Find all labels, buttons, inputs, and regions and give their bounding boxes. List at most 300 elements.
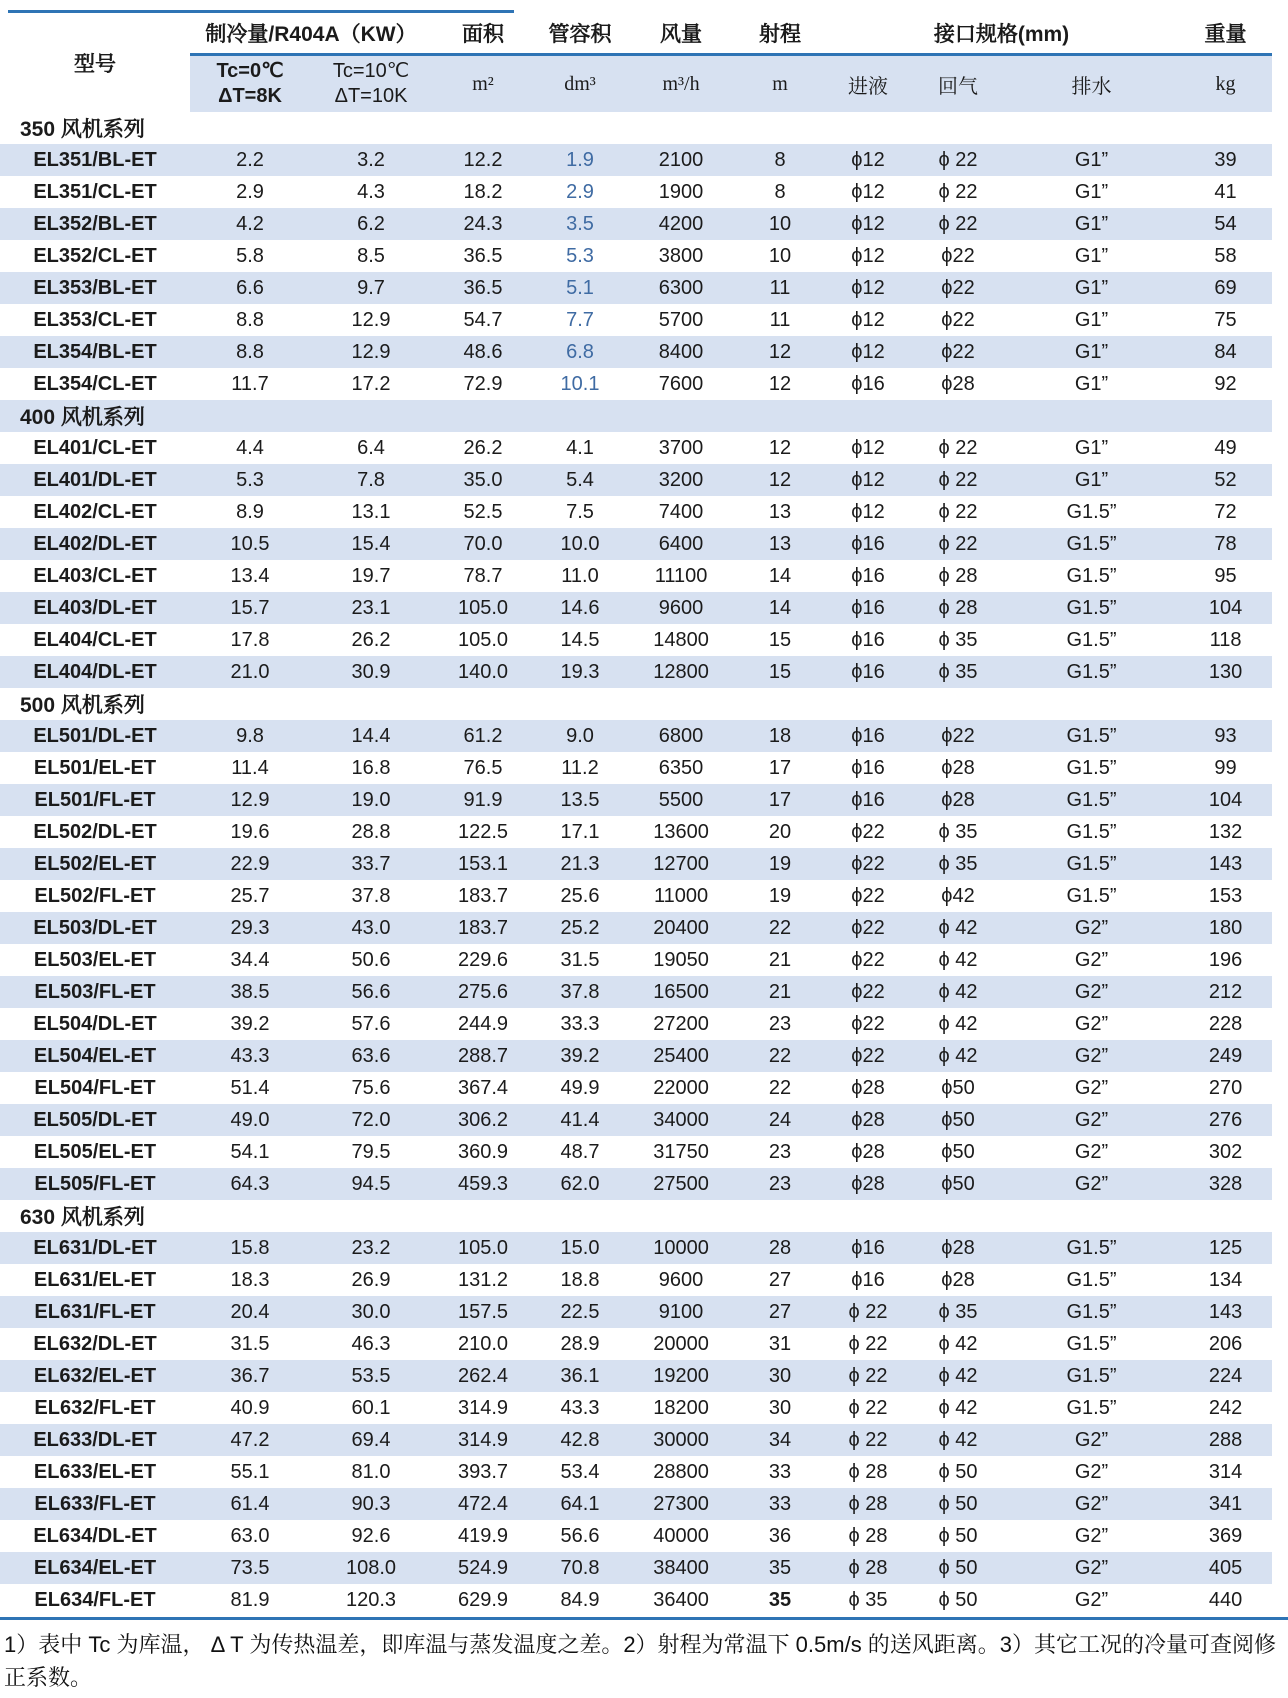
cell-model: EL632/FL-ET: [34, 1396, 156, 1419]
cell-tube-volume: 13.5: [560, 788, 600, 811]
table-row: [0, 1424, 1272, 1456]
cell-liquid-inlet: ϕ12: [851, 212, 885, 235]
cell-drain: G2”: [1074, 1460, 1109, 1483]
cell-drain: G1.5”: [1066, 852, 1117, 875]
table-row: [0, 976, 1272, 1008]
cell-throw: 30: [768, 1396, 792, 1419]
cell-drain: G2”: [1074, 1140, 1109, 1163]
cell-tube-volume: 14.5: [560, 628, 600, 651]
cell-capacity-tc0: 15.7: [230, 596, 270, 619]
cell-capacity-tc0: 11.4: [231, 756, 269, 779]
cell-throw: 8: [774, 180, 786, 203]
cell-throw: 30: [768, 1364, 792, 1387]
cell-capacity-tc0: 4.4: [236, 436, 264, 459]
cell-capacity-tc0: 8.9: [236, 500, 264, 523]
cell-suction: ϕ22: [941, 724, 975, 747]
cell-weight: 95: [1214, 564, 1237, 587]
cell-area: 26.2: [463, 436, 503, 459]
cell-throw: 27: [768, 1268, 792, 1291]
cell-throw: 14: [768, 596, 792, 619]
cell-tube-volume: 4.1: [566, 436, 594, 459]
cell-weight: 143: [1208, 1300, 1243, 1323]
cell-capacity-tc10: 72.0: [351, 1108, 391, 1131]
cell-capacity-tc0: 15.8: [230, 1236, 270, 1259]
cell-area: 78.7: [463, 564, 503, 587]
cell-model: EL352/CL-ET: [33, 244, 157, 267]
cell-tube-volume: 19.3: [560, 660, 600, 683]
cell-capacity-tc0: 8.8: [236, 340, 264, 363]
table-row: [0, 336, 1272, 368]
cell-weight: 249: [1208, 1044, 1243, 1067]
cell-drain: G1.5”: [1066, 820, 1117, 843]
cell-model: EL403/CL-ET: [33, 564, 157, 587]
cell-throw: 11: [769, 308, 791, 331]
cell-drain: G1.5”: [1066, 596, 1117, 619]
table-row: [0, 720, 1272, 752]
cell-capacity-tc0: 47.2: [230, 1428, 270, 1451]
cell-weight: 84: [1214, 340, 1237, 363]
cell-area: 76.5: [463, 756, 503, 779]
cell-drain: G1”: [1074, 436, 1109, 459]
cell-weight: 125: [1208, 1236, 1243, 1259]
spec-table: [0, 13, 1272, 1616]
cell-tube-volume: 11.2: [561, 756, 599, 779]
cell-airflow: 27300: [653, 1492, 709, 1515]
cell-model: EL502/DL-ET: [33, 820, 157, 843]
cell-capacity-tc10: 13.1: [351, 500, 391, 523]
cell-model: EL631/FL-ET: [34, 1300, 156, 1323]
cell-area: 419.9: [457, 1524, 509, 1547]
cell-capacity-tc0: 38.5: [230, 980, 270, 1003]
cell-tube-volume: 31.5: [560, 948, 600, 971]
cell-tube-volume: 14.6: [560, 596, 600, 619]
cell-throw: 33: [768, 1460, 792, 1483]
cell-model: EL504/DL-ET: [33, 1012, 157, 1035]
cell-area: 210.0: [457, 1332, 509, 1355]
cell-model: EL504/FL-ET: [34, 1076, 156, 1099]
cell-suction: ϕ 28: [938, 564, 978, 587]
cell-liquid-inlet: ϕ16: [851, 532, 885, 555]
table-row: [0, 1264, 1272, 1296]
cell-airflow: 13600: [653, 820, 709, 843]
cell-drain: G2”: [1074, 1428, 1109, 1451]
cell-throw: 11: [769, 276, 791, 299]
cell-liquid-inlet: ϕ22: [851, 884, 885, 907]
unit-tube-volume: dm³: [534, 55, 626, 113]
cell-area: 524.9: [457, 1556, 509, 1579]
cell-model: EL634/EL-ET: [33, 1556, 157, 1579]
cell-model: EL402/DL-ET: [33, 532, 157, 555]
cell-airflow: 9600: [658, 1268, 704, 1291]
cell-capacity-tc0: 10.5: [230, 532, 270, 555]
cell-liquid-inlet: ϕ16: [851, 756, 885, 779]
cell-liquid-inlet: ϕ 28: [848, 1492, 888, 1515]
cell-area: 91.9: [463, 788, 503, 811]
table-row: [0, 816, 1272, 848]
cell-suction: ϕ28: [941, 788, 975, 811]
cell-tube-volume: 42.8: [560, 1428, 600, 1451]
cell-liquid-inlet: ϕ 22: [848, 1300, 888, 1323]
cell-weight: 328: [1208, 1172, 1243, 1195]
cell-liquid-inlet: ϕ 22: [848, 1364, 888, 1387]
cell-model: EL351/BL-ET: [33, 148, 157, 171]
table-row: [0, 656, 1272, 688]
cell-weight: 270: [1208, 1076, 1243, 1099]
cell-weight: 72: [1214, 500, 1237, 523]
cell-capacity-tc0: 2.2: [236, 148, 264, 171]
cell-tube-volume: 33.3: [560, 1012, 600, 1035]
cell-airflow: 27200: [653, 1012, 709, 1035]
cell-capacity-tc10: 26.2: [351, 628, 391, 651]
cell-area: 61.2: [463, 724, 503, 747]
cell-airflow: 36400: [653, 1588, 709, 1611]
cell-weight: 314: [1208, 1460, 1243, 1483]
table-row: [0, 1104, 1272, 1136]
table-row: [0, 848, 1272, 880]
cell-tube-volume: 5.4: [566, 468, 594, 491]
cell-capacity-tc0: 54.1: [230, 1140, 270, 1163]
cell-model: EL634/FL-ET: [34, 1588, 156, 1611]
cell-drain: G1.5”: [1066, 500, 1117, 523]
cell-drain: G1.5”: [1066, 756, 1117, 779]
cell-weight: 58: [1214, 244, 1237, 267]
cell-suction: ϕ 28: [938, 596, 978, 619]
cell-capacity-tc0: 29.3: [230, 916, 270, 939]
cell-drain: G1”: [1074, 244, 1109, 267]
cell-tube-volume: 18.8: [560, 1268, 600, 1291]
cell-area: 153.1: [457, 852, 509, 875]
cell-capacity-tc0: 8.8: [236, 308, 264, 331]
cell-tube-volume: 49.9: [560, 1076, 600, 1099]
cell-drain: G1.5”: [1066, 532, 1117, 555]
cell-liquid-inlet: ϕ22: [851, 852, 885, 875]
cell-area: 288.7: [457, 1044, 509, 1067]
cell-drain: G1”: [1074, 180, 1109, 203]
cell-suction: ϕ50: [941, 1108, 975, 1131]
cell-model: EL353/CL-ET: [33, 308, 157, 331]
cell-model: EL634/DL-ET: [33, 1524, 157, 1547]
cell-airflow: 40000: [653, 1524, 709, 1547]
cell-suction: ϕ 50: [938, 1524, 978, 1547]
table-row: [0, 560, 1272, 592]
cell-capacity-tc10: 94.5: [351, 1172, 391, 1195]
cell-capacity-tc0: 49.0: [230, 1108, 270, 1131]
footnote: 1）表中 Tc 为库温， Δ T 为传热温差，即库温与蒸发温度之差。2）射程为常温下 0.5m/s 的送风距离。3）其它工况的冷量可查阅修正系数。: [4, 1632, 1277, 1690]
cell-throw: 13: [768, 532, 792, 555]
cell-capacity-tc10: 7.8: [357, 468, 385, 491]
cell-throw: 21: [768, 948, 792, 971]
cell-area: 72.9: [463, 372, 503, 395]
cell-tube-volume: 5.3: [566, 244, 594, 267]
table-row: [0, 432, 1272, 464]
table-row: [0, 1072, 1272, 1104]
cell-model: EL404/DL-ET: [33, 660, 157, 683]
cell-capacity-tc0: 17.8: [230, 628, 270, 651]
cell-throw: 34: [768, 1428, 792, 1451]
cell-liquid-inlet: ϕ22: [851, 948, 885, 971]
cell-model: EL631/EL-ET: [33, 1268, 157, 1291]
table-row: [0, 880, 1272, 912]
cell-suction: ϕ 35: [938, 1300, 978, 1323]
cell-capacity-tc0: 12.9: [230, 788, 270, 811]
cell-tube-volume: 6.8: [566, 340, 594, 363]
cell-capacity-tc10: 50.6: [351, 948, 391, 971]
cell-throw: 35: [768, 1588, 792, 1611]
cell-airflow: 16500: [653, 980, 709, 1003]
cell-throw: 18: [768, 724, 792, 747]
cell-suction: ϕ 22: [938, 436, 978, 459]
cell-model: EL632/EL-ET: [33, 1364, 157, 1387]
cell-weight: 92: [1214, 372, 1237, 395]
cell-tube-volume: 11.0: [561, 564, 599, 587]
cell-airflow: 20000: [653, 1332, 709, 1355]
cell-airflow: 12700: [653, 852, 709, 875]
cell-suction: ϕ22: [941, 276, 975, 299]
cell-weight: 93: [1214, 724, 1237, 747]
cell-model: EL401/DL-ET: [33, 468, 157, 491]
cell-suction: ϕ 42: [938, 1396, 978, 1419]
cell-capacity-tc0: 34.4: [230, 948, 270, 971]
table-row: [0, 1040, 1272, 1072]
table-row: [0, 1136, 1272, 1168]
cell-model: EL354/BL-ET: [33, 340, 157, 363]
cell-suction: ϕ 50: [938, 1492, 978, 1515]
cell-capacity-tc10: 53.5: [351, 1364, 391, 1387]
cell-capacity-tc0: 13.4: [230, 564, 270, 587]
cell-drain: G2”: [1074, 980, 1109, 1003]
cell-tube-volume: 25.6: [560, 884, 600, 907]
cell-airflow: 9600: [658, 596, 704, 619]
cell-area: 472.4: [457, 1492, 509, 1515]
table-row: [0, 592, 1272, 624]
table-row: [0, 784, 1272, 816]
table-row: [0, 1360, 1272, 1392]
cell-capacity-tc0: 73.5: [230, 1556, 270, 1579]
cell-suction: ϕ28: [941, 1268, 975, 1291]
section-header-row: [0, 688, 1272, 720]
cell-drain: G1.5”: [1066, 564, 1117, 587]
cell-tube-volume: 84.9: [560, 1588, 600, 1611]
cell-liquid-inlet: ϕ12: [851, 468, 885, 491]
cell-drain: G2”: [1074, 1108, 1109, 1131]
cell-drain: G1”: [1074, 340, 1109, 363]
cell-tube-volume: 62.0: [560, 1172, 600, 1195]
cell-weight: 78: [1214, 532, 1237, 555]
cell-capacity-tc10: 14.4: [351, 724, 391, 747]
cell-area: 229.6: [457, 948, 509, 971]
cell-weight: 69: [1214, 276, 1237, 299]
units-header-row: [0, 55, 1272, 113]
cell-airflow: 3800: [658, 244, 704, 267]
table-row: [0, 240, 1272, 272]
cell-model: EL504/EL-ET: [33, 1044, 157, 1067]
cell-weight: 153: [1208, 884, 1243, 907]
cell-capacity-tc10: 81.0: [351, 1460, 391, 1483]
cell-weight: 196: [1208, 948, 1243, 971]
group-header-row: [0, 13, 1272, 55]
cell-throw: 17: [768, 788, 792, 811]
cell-tube-volume: 15.0: [560, 1236, 600, 1259]
cell-liquid-inlet: ϕ22: [851, 1044, 885, 1067]
cell-area: 18.2: [463, 180, 503, 203]
cell-suction: ϕ50: [941, 1140, 975, 1163]
cell-capacity-tc0: 81.9: [230, 1588, 270, 1611]
tc10-delta: ΔT=10K: [334, 85, 408, 107]
cell-capacity-tc10: 9.7: [357, 276, 385, 299]
tc0-condition: Tc=0℃: [216, 60, 284, 82]
cell-drain: G1”: [1074, 468, 1109, 491]
section-header-row: [0, 1200, 1272, 1232]
cell-model: EL401/CL-ET: [33, 436, 157, 459]
cell-model: EL503/EL-ET: [33, 948, 157, 971]
cell-model: EL501/EL-ET: [33, 756, 157, 779]
cell-area: 459.3: [457, 1172, 509, 1195]
cell-drain: G1.5”: [1066, 660, 1117, 683]
cell-drain: G1”: [1074, 308, 1109, 331]
cell-suction: ϕ 22: [938, 148, 978, 171]
cell-weight: 369: [1208, 1524, 1243, 1547]
cell-airflow: 25400: [653, 1044, 709, 1067]
cell-drain: G1.5”: [1066, 724, 1117, 747]
cell-capacity-tc0: 22.9: [230, 852, 270, 875]
subheader-liquid-inlet: 进液: [824, 55, 912, 113]
cell-weight: 224: [1208, 1364, 1243, 1387]
subheader-tc10: [310, 55, 432, 113]
column-header-airflow: 风量: [626, 13, 736, 55]
cell-capacity-tc10: 16.8: [351, 756, 391, 779]
cell-model: EL505/FL-ET: [34, 1172, 156, 1195]
cell-area: 393.7: [457, 1460, 509, 1483]
cell-area: 105.0: [457, 596, 509, 619]
cell-drain: G2”: [1074, 1044, 1109, 1067]
cell-area: 131.2: [457, 1268, 509, 1291]
cell-airflow: 7600: [658, 372, 704, 395]
cell-area: 306.2: [457, 1108, 509, 1131]
cell-tube-volume: 25.2: [560, 916, 600, 939]
cell-weight: 75: [1214, 308, 1237, 331]
cell-liquid-inlet: ϕ16: [851, 372, 885, 395]
cell-airflow: 12800: [653, 660, 709, 683]
cell-capacity-tc0: 63.0: [230, 1524, 270, 1547]
cell-liquid-inlet: ϕ 28: [848, 1524, 888, 1547]
spec-table-head: [0, 13, 1272, 112]
cell-drain: G1”: [1074, 212, 1109, 235]
table-row: [0, 1456, 1272, 1488]
cell-suction: ϕ28: [941, 1236, 975, 1259]
cell-liquid-inlet: ϕ16: [851, 1268, 885, 1291]
cell-suction: ϕ 50: [938, 1556, 978, 1579]
cell-drain: G2”: [1074, 1492, 1109, 1515]
cell-model: EL631/DL-ET: [33, 1236, 157, 1259]
cell-capacity-tc0: 61.4: [230, 1492, 270, 1515]
cell-weight: 118: [1209, 628, 1242, 651]
cell-airflow: 6300: [658, 276, 704, 299]
subheader-tc0: [190, 55, 310, 113]
cell-tube-volume: 37.8: [560, 980, 600, 1003]
cell-capacity-tc10: 15.4: [351, 532, 391, 555]
unit-weight: kg: [1179, 55, 1272, 113]
cell-airflow: 14800: [653, 628, 709, 651]
cell-model: EL403/DL-ET: [33, 596, 157, 619]
cell-capacity-tc0: 40.9: [230, 1396, 270, 1419]
cell-drain: G1.5”: [1066, 788, 1117, 811]
cell-suction: ϕ 35: [938, 820, 978, 843]
cell-capacity-tc10: 69.4: [351, 1428, 391, 1451]
cell-throw: 31: [768, 1332, 792, 1355]
cell-suction: ϕ22: [941, 244, 975, 267]
cell-airflow: 20400: [653, 916, 709, 939]
cell-tube-volume: 48.7: [560, 1140, 600, 1163]
cell-model: EL402/CL-ET: [33, 500, 157, 523]
cell-area: 105.0: [457, 1236, 509, 1259]
cell-airflow: 38400: [653, 1556, 709, 1579]
cell-drain: G2”: [1074, 1588, 1109, 1611]
table-row: [0, 1008, 1272, 1040]
column-header-tube-volume: 管容积: [534, 13, 626, 55]
cell-airflow: 27500: [653, 1172, 709, 1195]
cell-liquid-inlet: ϕ28: [851, 1108, 885, 1131]
cell-airflow: 34000: [653, 1108, 709, 1131]
cell-drain: G1.5”: [1066, 1364, 1117, 1387]
cell-weight: 228: [1208, 1012, 1243, 1035]
cell-airflow: 6400: [658, 532, 704, 555]
cell-model: EL503/FL-ET: [34, 980, 156, 1003]
cell-tube-volume: 28.9: [560, 1332, 600, 1355]
cell-liquid-inlet: ϕ16: [851, 1236, 885, 1259]
cell-suction: ϕ42: [941, 884, 975, 907]
cell-capacity-tc10: 28.8: [351, 820, 391, 843]
cell-airflow: 6800: [658, 724, 704, 747]
cell-model: EL632/DL-ET: [33, 1332, 157, 1355]
cell-suction: ϕ 42: [938, 948, 978, 971]
cell-weight: 39: [1214, 148, 1237, 171]
cell-weight: 206: [1208, 1332, 1243, 1355]
cell-airflow: 11100: [654, 564, 708, 587]
table-row: [0, 752, 1272, 784]
cell-capacity-tc10: 108.0: [345, 1556, 397, 1579]
cell-tube-volume: 3.5: [566, 212, 594, 235]
cell-airflow: 2100: [658, 148, 704, 171]
cell-tube-volume: 1.9: [566, 148, 594, 171]
cell-airflow: 9100: [658, 1300, 704, 1323]
tc0-delta: ΔT=8K: [218, 85, 282, 107]
cell-throw: 12: [768, 340, 792, 363]
cell-capacity-tc10: 4.3: [357, 180, 385, 203]
cell-weight: 49: [1214, 436, 1237, 459]
table-row: [0, 1232, 1272, 1264]
cell-throw: 22: [768, 1076, 792, 1099]
cell-model: EL502/FL-ET: [34, 884, 156, 907]
table-row: [0, 1488, 1272, 1520]
cell-throw: 12: [768, 436, 792, 459]
cell-area: 105.0: [457, 628, 509, 651]
cell-weight: 132: [1208, 820, 1243, 843]
cell-capacity-tc10: 6.2: [357, 212, 385, 235]
cell-airflow: 1900: [658, 180, 704, 203]
cell-tube-volume: 43.3: [560, 1396, 600, 1419]
column-header-connections: 接口规格(mm): [824, 13, 1179, 55]
cell-suction: ϕ 22: [938, 500, 978, 523]
table-row: [0, 1520, 1272, 1552]
cell-airflow: 19200: [653, 1364, 709, 1387]
cell-airflow: 3200: [658, 468, 704, 491]
cell-capacity-tc0: 64.3: [230, 1172, 270, 1195]
cell-suction: ϕ 35: [938, 628, 978, 651]
unit-area: m²: [432, 55, 534, 113]
cell-capacity-tc0: 55.1: [230, 1460, 270, 1483]
cell-capacity-tc0: 21.0: [230, 660, 270, 683]
cell-liquid-inlet: ϕ12: [851, 436, 885, 459]
